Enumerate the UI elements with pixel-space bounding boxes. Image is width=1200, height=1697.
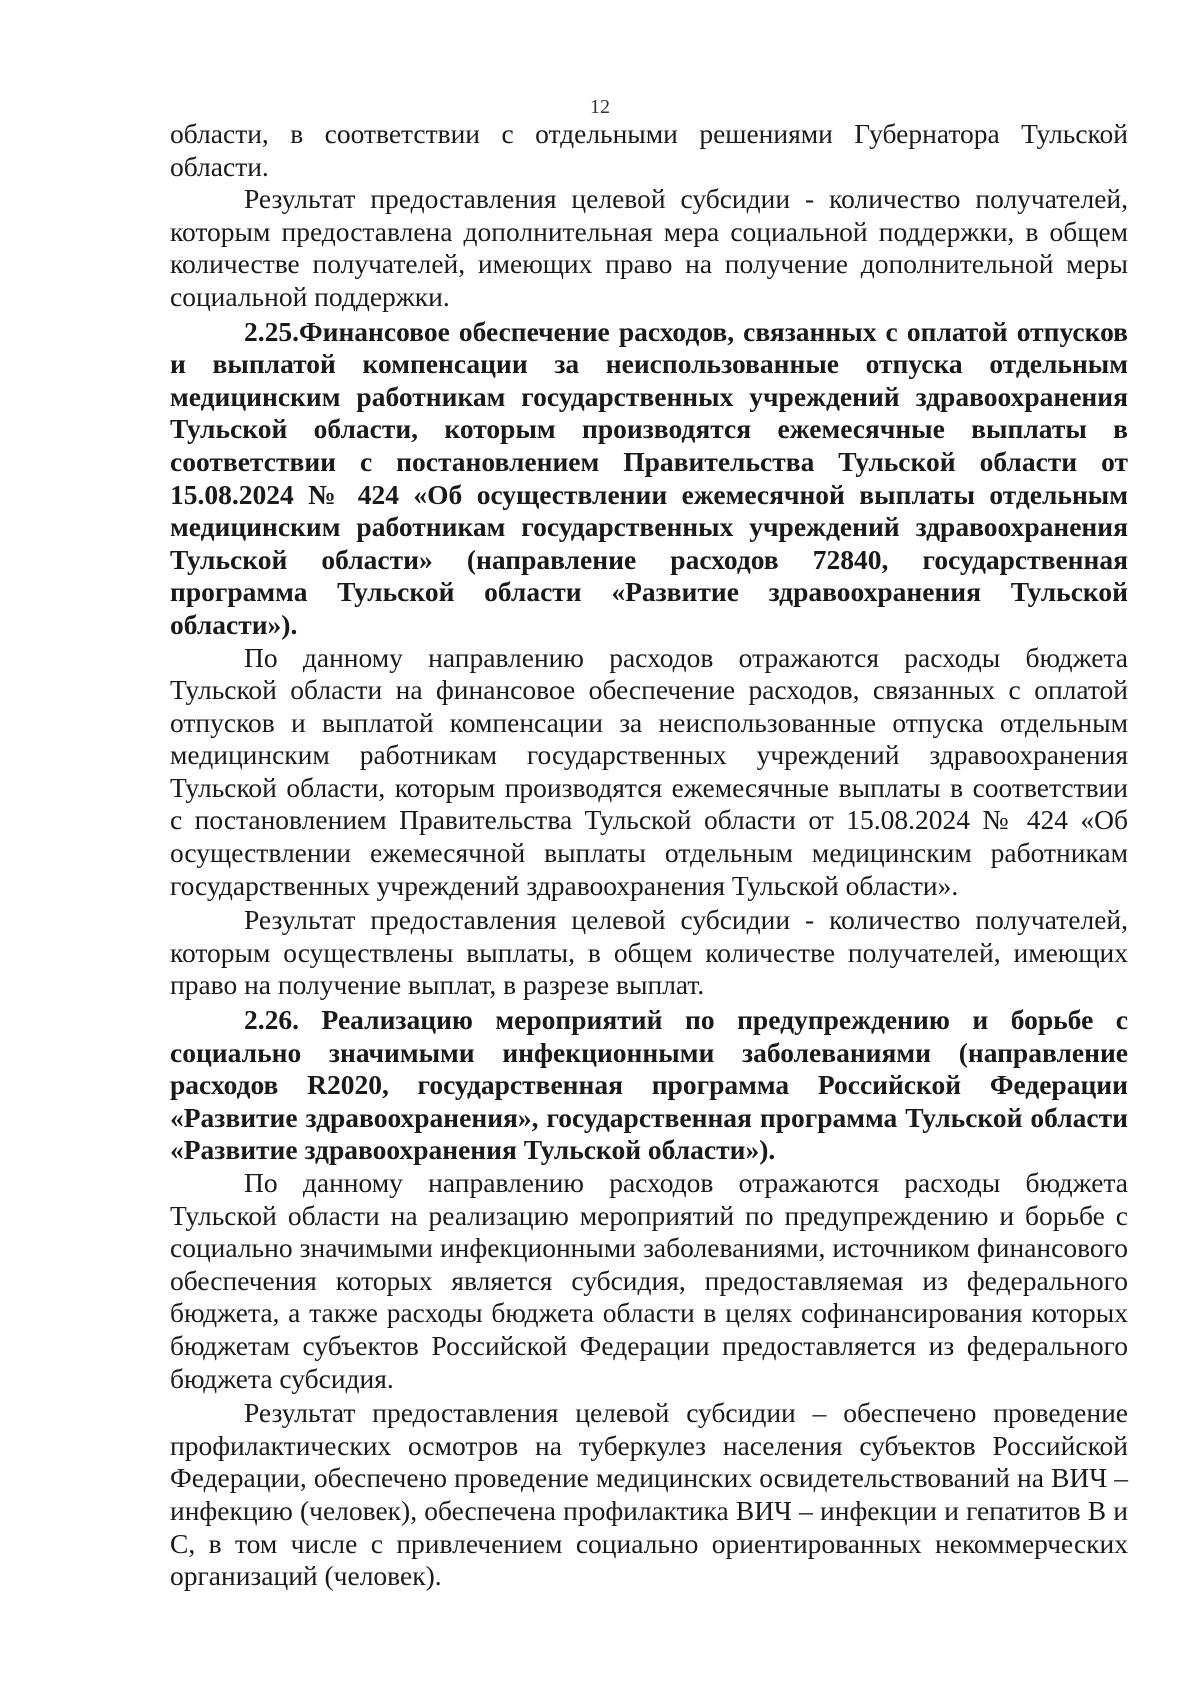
document-body xyxy=(170,118,1128,1593)
section-heading-2-26: 2.26. Реализацию мероприятий по предупреждению и борьбе с социально значимыми инфекционными заболеваниями (направление расходов R2020, государственная программа Российской Федерации «Развитие здравоохранения», государственная программа Тульской области «Развитие здравоохранения Тульской области»). xyxy=(170,1004,1128,1166)
page-number: 12 xyxy=(590,96,610,118)
paragraph-expenses-description: По данному направлению расходов отражаются расходы бюджета Тульской области на финансовое обеспечение расходов, связанных с оплатой отпусков и выплатой компенсации за неиспользованные отпуска отдельным медицинским работникам государственных учреждений здравоохранения Тульской области, которым производятся ежемесячные выплаты в соответствии с постановлением Правительства Тульской области от 15.08.2024 № 424 «Об осуществлении ежемесячной выплаты отдельным медицинским работникам государственных учреждений здравоохранения Тульской области». xyxy=(170,641,1128,901)
paragraph-subsidy-result: Результат предоставления целевой субсидии – обеспечено проведение профилактических осмотров на туберкулез населения субъектов Российской Федерации, обеспечено проведение медицинских освидетельствований на ВИЧ – инфекцию (человек), обеспечена профилактика ВИЧ – инфекции и гепатитов B и C, в том числе с привлечением социально ориентированных некоммерческих организаций (человек). xyxy=(170,1397,1128,1592)
paragraph-continuation: области, в соответствии с отдельными решениями Губернатора Тульской области. xyxy=(170,118,1128,182)
paragraph-expenses-description: По данному направлению расходов отражаются расходы бюджета Тульской области на реализацию мероприятий по предупреждению и борьбе с социально значимыми инфекционными заболеваниями, источником финансового обеспечения которых является субсидия, предоставляемая из федерального бюджета, а также расходы бюджета области в целях софинансирования которых бюджетам субъектов Российской Федерации предоставляется из федерального бюджета субсидия. xyxy=(170,1167,1128,1394)
paragraph-subsidy-result: Результат предоставления целевой субсидии - количество получателей, которым предоставлена дополнительная мера социальной поддержки, в общем количестве получателей, имеющих право на получение дополнительной меры социальной поддержки. xyxy=(170,183,1128,312)
section-heading-2-25: 2.25.Финансовое обеспечение расходов, связанных с оплатой отпусков и выплатой компенсации за неиспользованные отпуска отдельным медицинским работникам государственных учреждений здравоохранения Тульской области, которым производятся ежемесячные выплаты в соответствии с постановлением Правительства Тульской области от 15.08.2024 № 424 «Об осуществлении ежемесячной выплаты отдельным медицинским работникам государственных учреждений здравоохранения Тульской области» (направление расходов 72840, государственная программа Тульской области «Развитие здравоохранения Тульской области»). xyxy=(170,315,1128,640)
paragraph-subsidy-result: Результат предоставления целевой субсидии - количество получателей, которым осуществлены выплаты, в общем количестве получателей, имеющих право на получение выплат, в разрезе выплат. xyxy=(170,904,1128,1001)
